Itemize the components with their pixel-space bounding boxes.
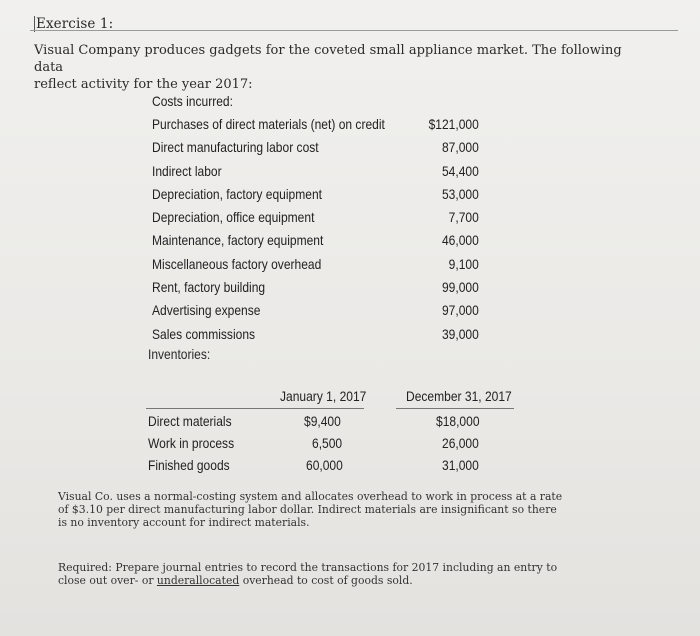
note-line: Visual Co. uses a normal-costing system and allocates overhead to work in process at a rate — [58, 490, 563, 503]
overhead-note — [58, 490, 638, 530]
cost-row — [152, 323, 479, 346]
inventory-dec-value: $18,000 — [436, 413, 480, 429]
cost-label: Rent, factory building — [152, 279, 266, 296]
inventories-header: Inventories: — [148, 346, 211, 362]
cost-label: Depreciation, factory equipment — [152, 185, 322, 202]
cost-row — [152, 276, 479, 299]
note-text: close out over- or — [58, 574, 157, 588]
cost-label: Advertising expense — [152, 302, 261, 319]
cost-row — [152, 253, 479, 276]
cost-amount: 46,000 — [441, 232, 479, 249]
intro-line-2: reflect activity for the year 2017: — [34, 77, 253, 92]
costs-header: Costs incurred: — [152, 93, 233, 109]
required-note — [58, 561, 638, 587]
cost-row — [152, 229, 479, 252]
cost-amount: 87,000 — [441, 139, 479, 156]
inventory-label: Direct materials — [148, 413, 232, 429]
cost-row — [152, 183, 479, 206]
inventory-divider — [146, 408, 364, 409]
cost-label: Miscellaneous factory overhead — [152, 255, 322, 272]
inventory-jan-value: 6,500 — [312, 435, 343, 451]
cost-row — [152, 160, 479, 183]
inventory-divider — [396, 408, 514, 409]
inventory-dec-value: 26,000 — [442, 435, 479, 451]
cost-label: Maintenance, factory equipment — [152, 232, 324, 249]
note-line: of $3.10 per direct manufacturing labor dollar. Indirect materials are insignificant so there — [58, 503, 557, 517]
cost-label: Direct manufacturing labor cost — [152, 139, 319, 156]
title-rule — [30, 30, 678, 31]
inventory-label: Work in process — [148, 435, 235, 451]
cost-label: Depreciation, office equipment — [152, 209, 315, 226]
intro-paragraph — [34, 42, 654, 93]
cost-amount: 99,000 — [441, 279, 479, 296]
cost-row — [152, 136, 479, 159]
note-line: Required: Prepare journal entries to record the transactions for 2017 including an entry to — [58, 561, 558, 574]
costs-table — [152, 90, 479, 346]
cost-amount: $121,000 — [428, 116, 479, 132]
inventory-jan-value: $9,400 — [304, 413, 341, 429]
cost-amount: 7,700 — [448, 209, 479, 226]
inventory-col-dec: December 31, 2017 — [406, 388, 512, 404]
inventory-jan-value: 60,000 — [306, 457, 343, 473]
inventory-col-jan: January 1, 2017 — [280, 388, 367, 404]
cost-row — [152, 206, 479, 229]
cost-amount: 97,000 — [441, 302, 479, 319]
note-text: overhead to cost of goods sold. — [239, 574, 413, 588]
intro-line-1: Visual Company produces gadgets for the coveted small appliance market. The following data — [34, 43, 622, 75]
note-line: is no inventory account for indirect materials. — [58, 516, 310, 530]
inventory-label: Finished goods — [148, 457, 230, 473]
note-line — [58, 574, 638, 587]
cost-row — [152, 113, 479, 136]
cost-amount: 39,000 — [441, 325, 479, 342]
cost-amount: 54,400 — [441, 162, 479, 179]
cost-label: Purchases of direct materials (net) on credit — [152, 116, 385, 132]
cost-amount: 9,100 — [448, 255, 479, 272]
cost-row — [152, 299, 479, 322]
cost-label: Indirect labor — [152, 162, 222, 179]
cost-label: Sales commissions — [152, 325, 256, 342]
cost-amount: 53,000 — [441, 185, 479, 202]
underlined-term: underallocated — [156, 574, 240, 588]
exercise-title: Exercise 1: — [36, 16, 114, 32]
inventory-dec-value: 31,000 — [442, 457, 479, 473]
